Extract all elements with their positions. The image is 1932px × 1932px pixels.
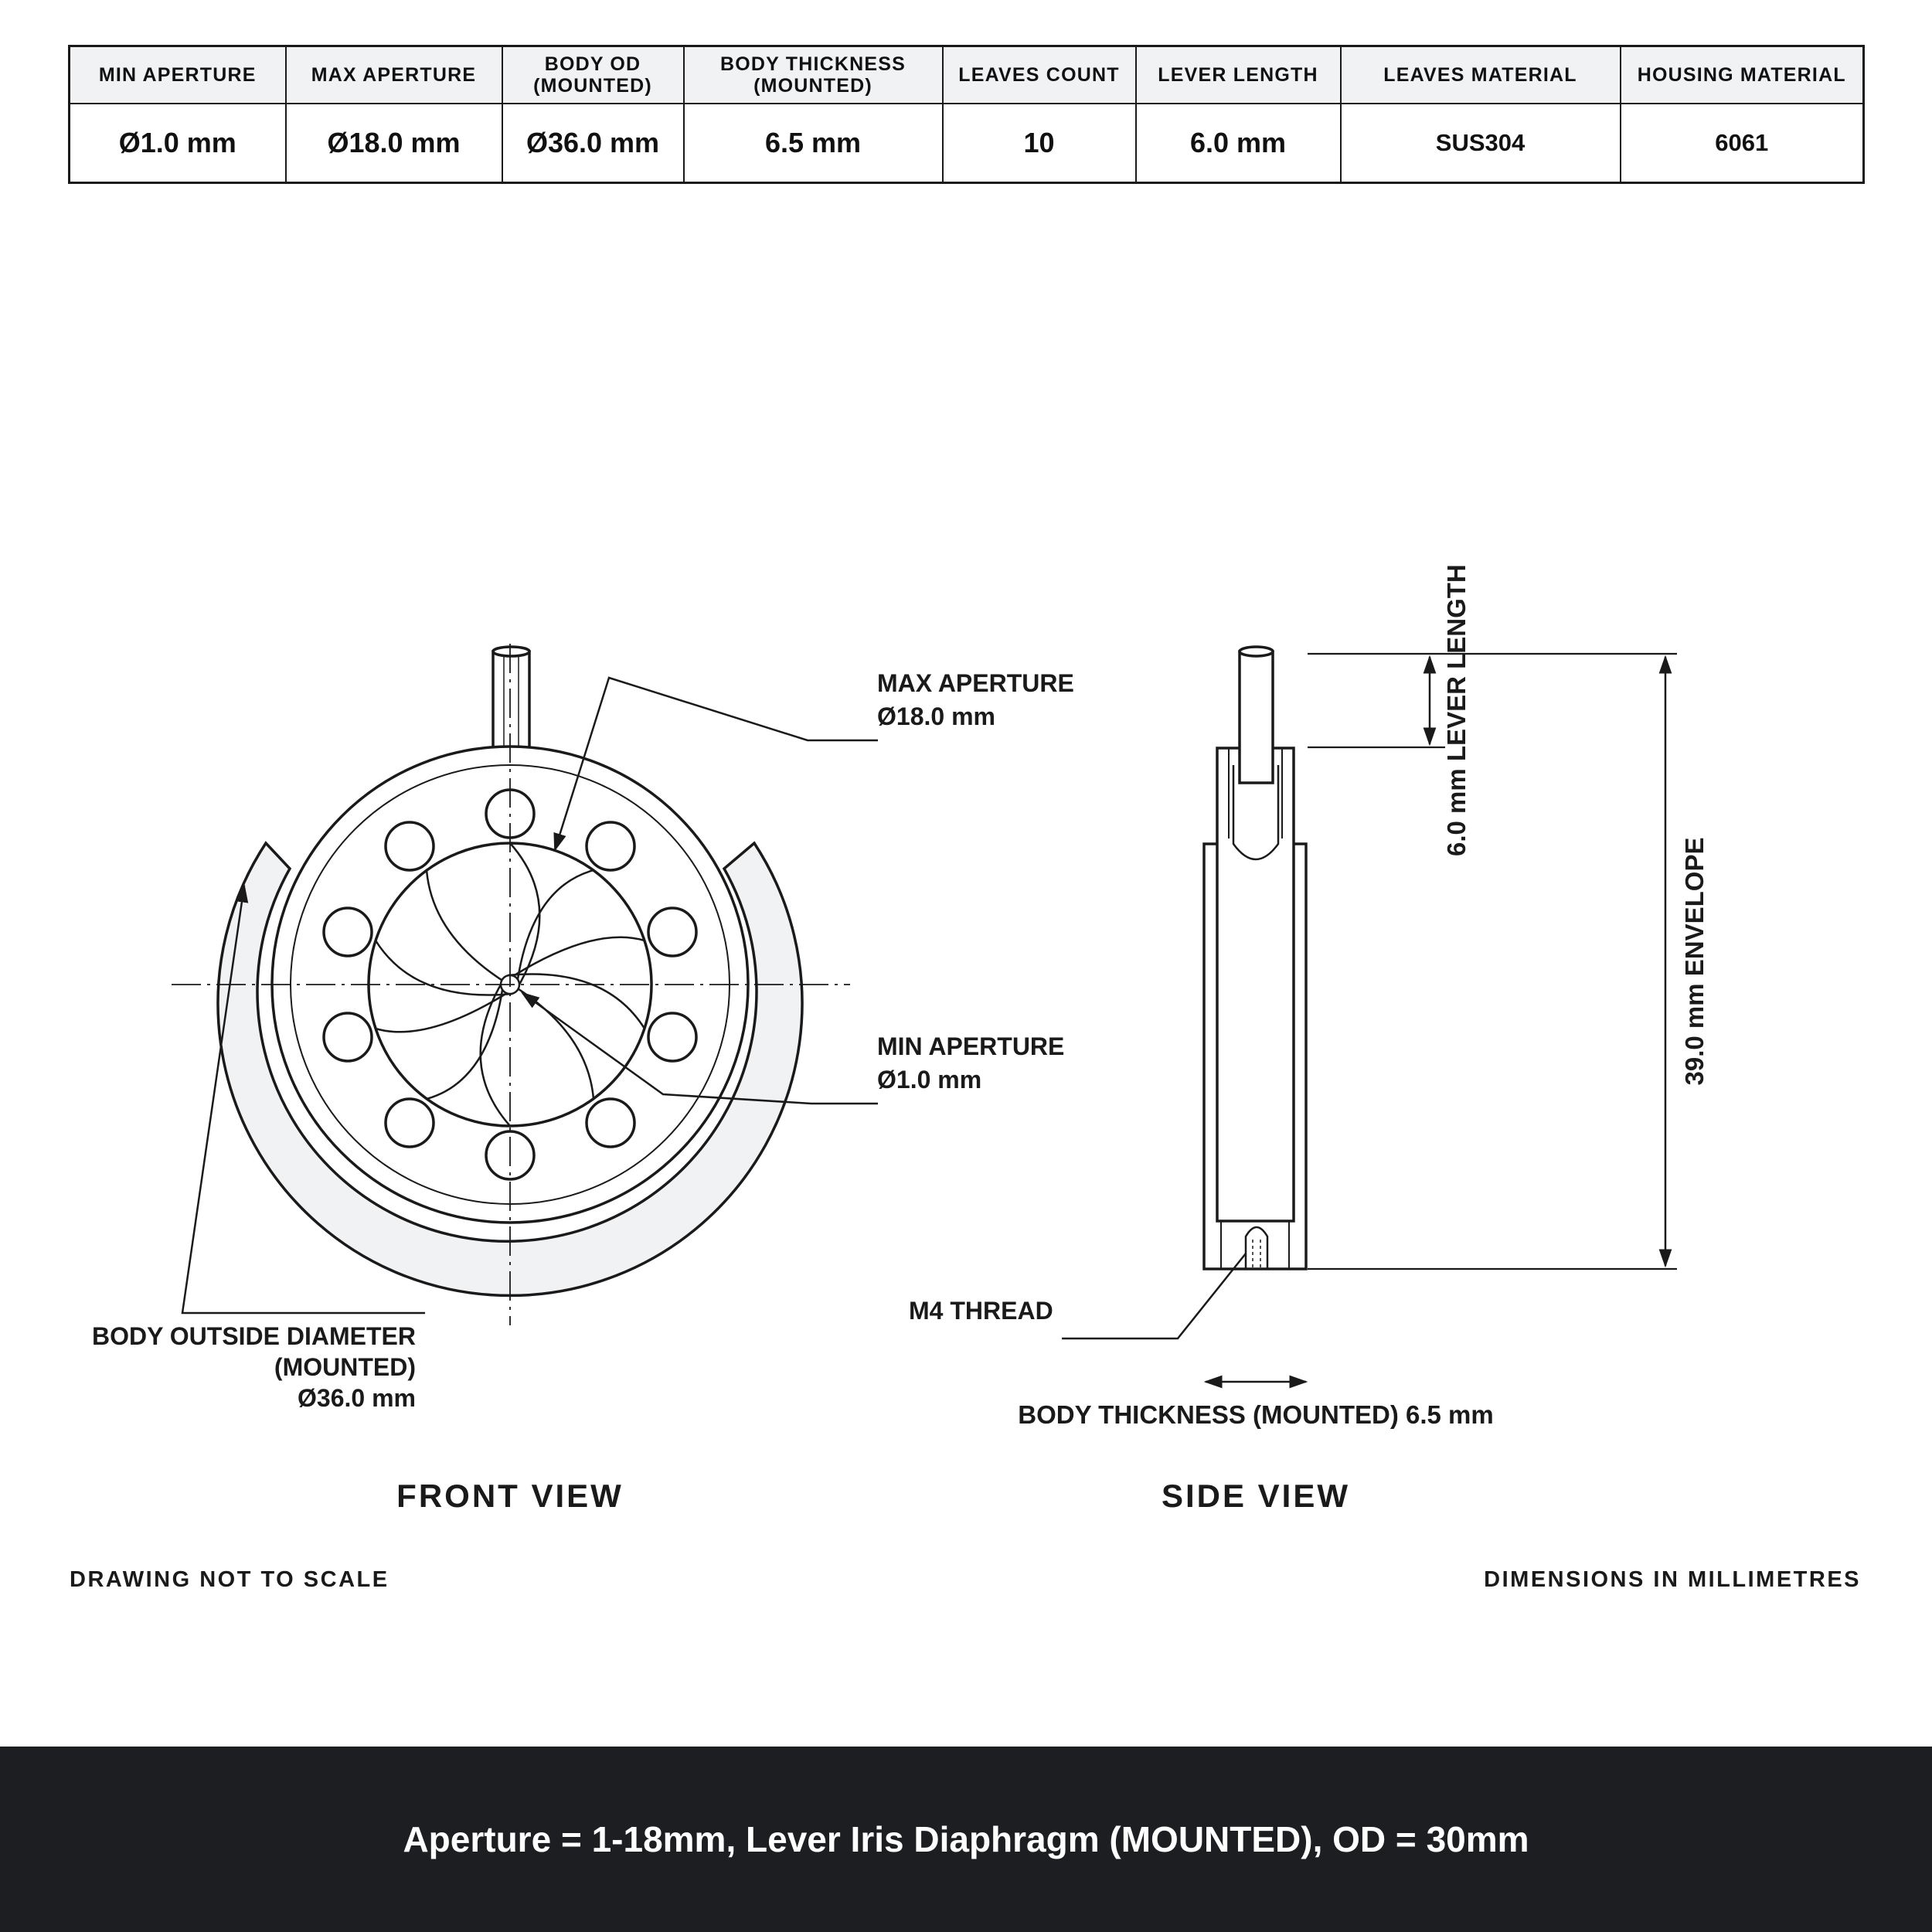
value-body-thickness: 6.5 mm	[684, 104, 943, 183]
footer-banner	[0, 1747, 1932, 1932]
side-lever-pin	[1240, 647, 1273, 783]
lever-pin	[493, 647, 529, 750]
note-dimensions-units: DIMENSIONS IN MILLIMETRES	[1484, 1567, 1861, 1592]
header-housing-material: HOUSING MATERIAL	[1621, 46, 1864, 104]
value-max-aperture: Ø18.0 mm	[286, 104, 502, 183]
value-leaves-count: 10	[943, 104, 1136, 183]
value-lever-length: 6.0 mm	[1136, 104, 1341, 183]
m4-thread-leader	[1062, 1253, 1246, 1338]
header-leaves-count: LEAVES COUNT	[943, 46, 1136, 104]
value-housing-material: 6061	[1621, 104, 1864, 183]
header-leaves-material: LEAVES MATERIAL	[1341, 46, 1621, 104]
max-aperture-callout-label: MAX APERTURE	[877, 669, 1074, 697]
body-od-callout-line1: BODY OUTSIDE DIAMETER	[92, 1322, 416, 1350]
value-body-od: Ø36.0 mm	[502, 104, 684, 183]
envelope-label: 39.0 mm ENVELOPE	[1680, 837, 1709, 1086]
side-view-title: SIDE VIEW	[1161, 1478, 1351, 1514]
min-aperture-callout-value: Ø1.0 mm	[877, 1066, 982, 1094]
header-lever-length: LEVER LENGTH	[1136, 46, 1341, 104]
m4-thread-stub	[1246, 1227, 1267, 1269]
front-view-title: FRONT VIEW	[396, 1478, 624, 1514]
lever-length-label: 6.0 mm LEVER LENGTH	[1442, 564, 1471, 856]
header-min-aperture: MIN APERTURE	[70, 46, 286, 104]
value-min-aperture: Ø1.0 mm	[70, 104, 286, 183]
header-body-od: BODY OD (MOUNTED)	[502, 46, 684, 104]
m4-thread-label: M4 THREAD	[909, 1297, 1053, 1325]
body-od-callout-value: Ø36.0 mm	[298, 1384, 416, 1412]
max-aperture-callout-value: Ø18.0 mm	[877, 702, 995, 730]
note-not-to-scale: DRAWING NOT TO SCALE	[70, 1567, 389, 1592]
footer-caption: Aperture = 1-18mm, Lever Iris Diaphragm (MOUNTED), OD = 30mm	[403, 1819, 1529, 1859]
header-max-aperture: MAX APERTURE	[286, 46, 502, 104]
value-leaves-material: SUS304	[1341, 104, 1621, 183]
body-od-callout-line2: (MOUNTED)	[274, 1353, 416, 1381]
side-view	[1062, 647, 1677, 1382]
thickness-label: BODY THICKNESS (MOUNTED) 6.5 mm	[1018, 1400, 1494, 1429]
extension-lines	[1308, 654, 1677, 1269]
header-body-thickness: BODY THICKNESS (MOUNTED)	[684, 46, 943, 104]
min-aperture-callout-label: MIN APERTURE	[877, 1032, 1065, 1060]
front-view	[172, 644, 878, 1325]
